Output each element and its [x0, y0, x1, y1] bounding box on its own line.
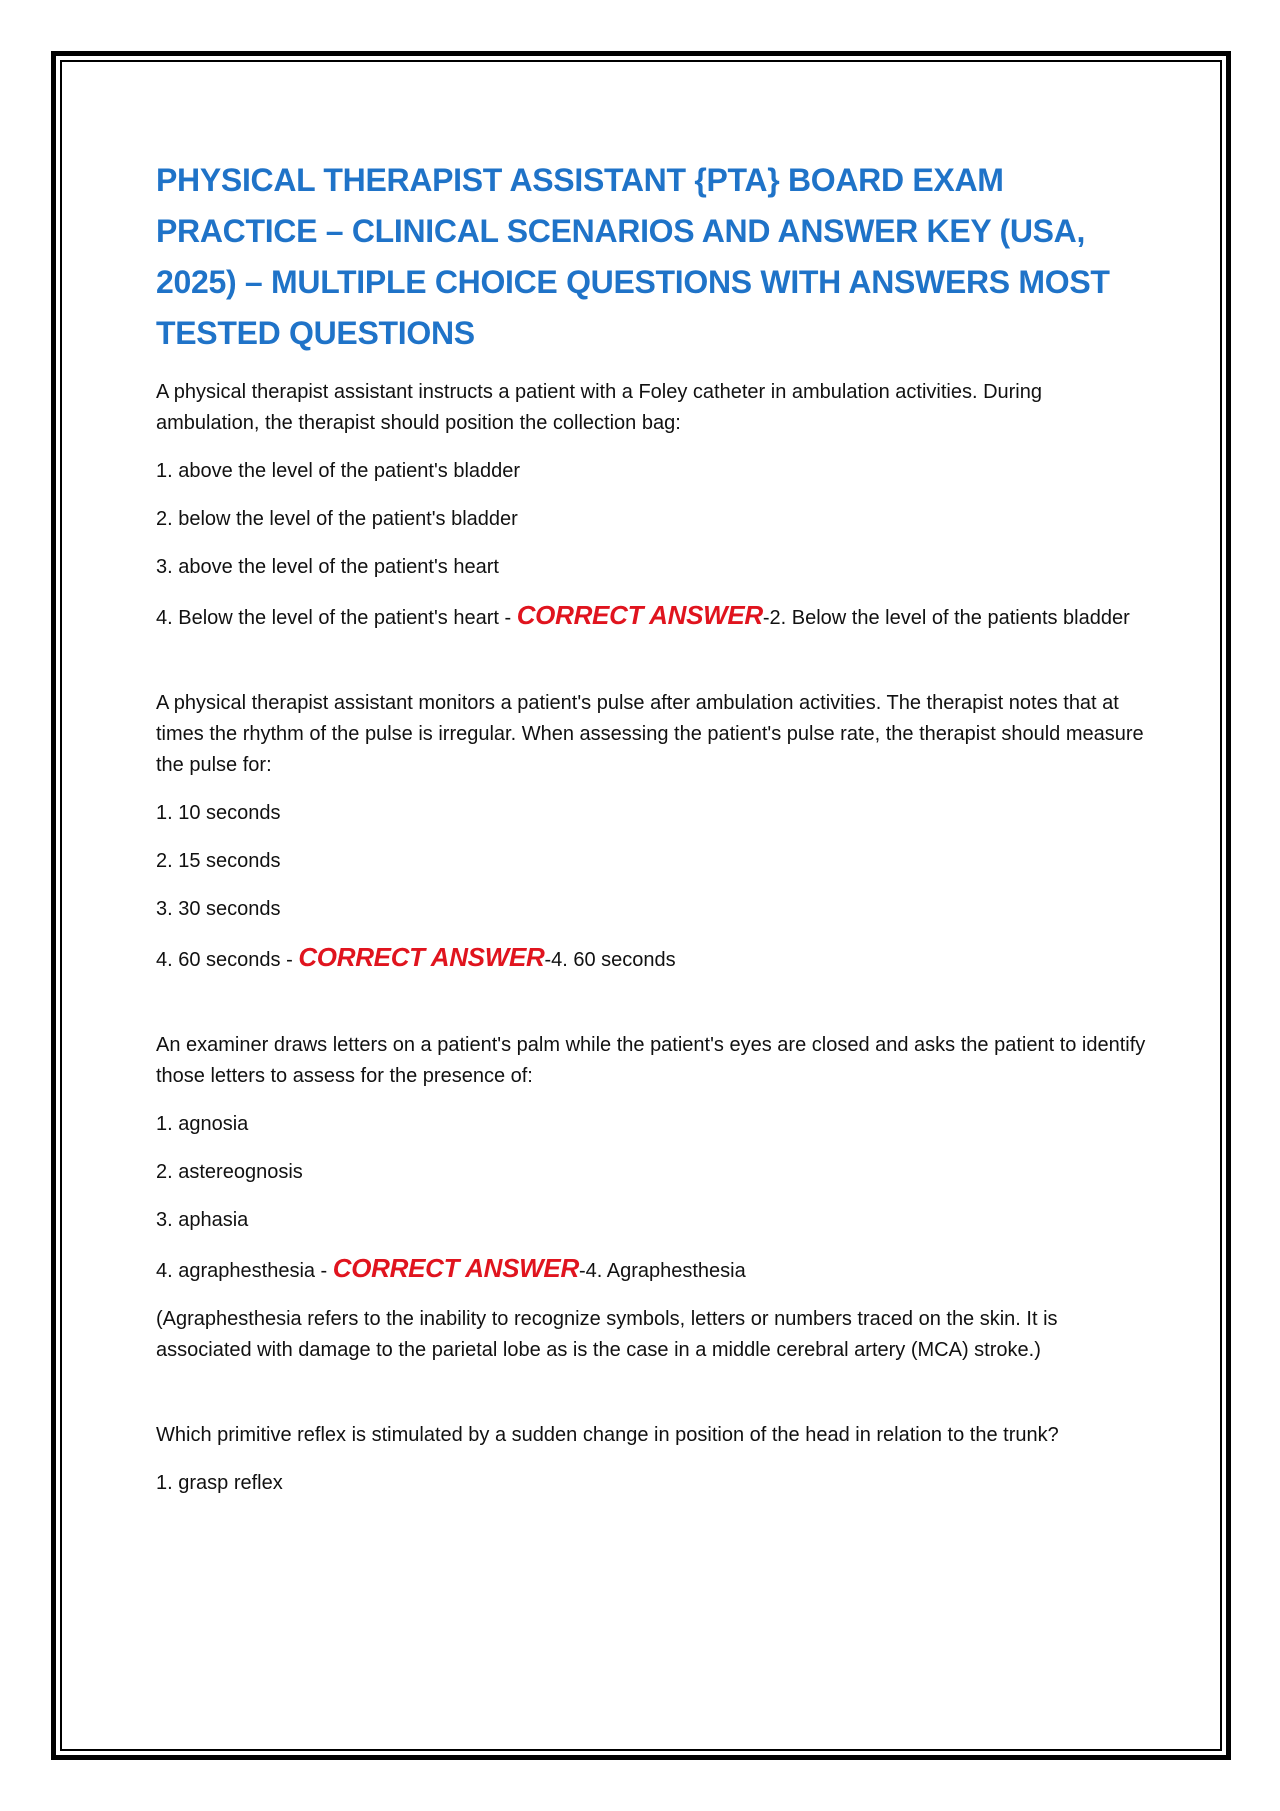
answer-option-last: 4. Below the level of the patient's heart -: [156, 607, 517, 629]
answer-line: [156, 942, 1146, 976]
answer-option-last: 4. agraphesthesia -: [156, 1260, 333, 1282]
answer-option: 1. 10 seconds: [156, 802, 281, 824]
question-stem: A physical therapist assistant instructs a patient with a Foley catheter in ambulation activities. During ambulation, the therapist should position the collection bag:: [156, 381, 1042, 434]
answer-option: 3. aphasia: [156, 1209, 249, 1231]
correct-answer-text: -2. Below the level of the patients bladder: [762, 607, 1130, 629]
answer-line: [156, 1253, 1146, 1287]
question-block: [156, 1030, 1146, 1366]
document-body: [156, 155, 1146, 1516]
answer-explanation: (Agraphesthesia refers to the inability to recognize symbols, letters or numbers traced on the skin. It is associated with damage to the parietal lobe as is the case in a middle cerebral artery (MCA) stroke.): [156, 1308, 1058, 1361]
answer-option: 1. grasp reflex: [156, 1472, 283, 1494]
question-block: [156, 1420, 1146, 1499]
answer-option: 2. astereognosis: [156, 1161, 303, 1183]
answer-option-last: 4. 60 seconds -: [156, 949, 299, 971]
answer-option: 1. above the level of the patient's bladder: [156, 460, 521, 482]
correct-answer-text: -4. 60 seconds: [544, 949, 676, 971]
question-block: [156, 377, 1146, 634]
answer-option: 2. 15 seconds: [156, 850, 281, 872]
answer-option: 2. below the level of the patient's bladder: [156, 508, 518, 530]
answer-option: 3. above the level of the patient's heart: [156, 556, 499, 578]
correct-answer-label: CORRECT ANSWER: [298, 942, 545, 972]
question-stem: A physical therapist assistant monitors a patient's pulse after ambulation activities. The therapist notes that at times the rhythm of the pulse is irregular. When assessing the patient's pulse rate, the therapist should measure the pulse for:: [156, 692, 1144, 776]
answer-option: 3. 30 seconds: [156, 898, 281, 920]
answer-line: [156, 600, 1146, 634]
question-block: [156, 688, 1146, 976]
question-stem: An examiner draws letters on a patient's palm while the patient's eyes are closed and asks the patient to identify those letters to assess for the presence of:: [156, 1034, 1146, 1087]
answer-option: 1. agnosia: [156, 1113, 249, 1135]
correct-answer-label: CORRECT ANSWER: [332, 1253, 579, 1283]
correct-answer-label: CORRECT ANSWER: [516, 600, 763, 630]
correct-answer-text: -4. Agraphesthesia: [578, 1260, 746, 1282]
document-title: PHYSICAL THERAPIST ASSISTANT {PTA} BOARD EXAM PRACTICE – CLINICAL SCENARIOS AND ANSWER KEY (USA, 2025) – MULTIPLE CHOICE QUESTIONS WITH ANSWERS MOST TESTED QUESTIONS: [156, 162, 1110, 351]
question-stem: Which primitive reflex is stimulated by a sudden change in position of the head in relation to the trunk?: [156, 1424, 1059, 1446]
